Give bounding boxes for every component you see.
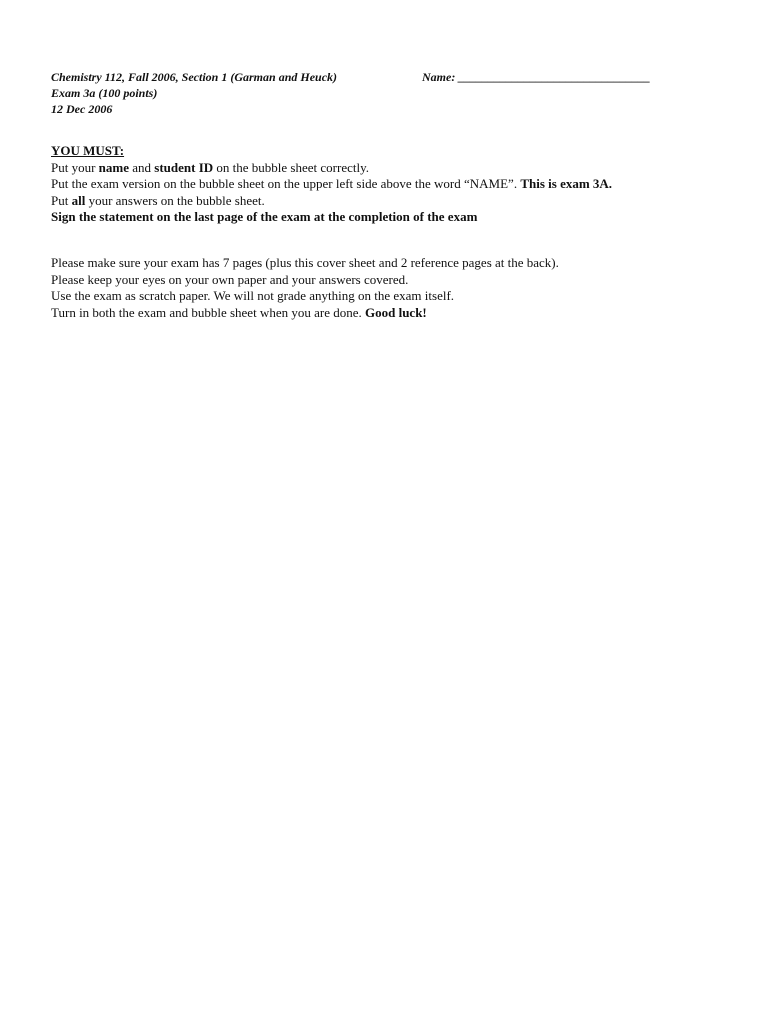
notes-section [51, 255, 741, 321]
instruction-all-answers [51, 193, 741, 210]
course-title: Chemistry 112, Fall 2006, Section 1 (Garman and Heuck) [51, 70, 338, 84]
note-eyes-on-paper: Please keep your eyes on your own paper and your answers covered. [51, 271, 409, 287]
instructions-section [51, 143, 741, 226]
instruction-emphasis-name: name [98, 159, 130, 175]
instruction-sign-statement: Sign the statement on the last page of the exam at the completion of the exam [51, 209, 478, 224]
exam-version: Exam 3a (100 points) [51, 86, 158, 100]
good-luck: Good luck! [364, 304, 427, 320]
instructions-heading: YOU MUST: [51, 143, 125, 158]
note-text: Turn in both the exam and bubble sheet when you are done. [51, 304, 365, 320]
note-scratch-paper: Use the exam as scratch paper. We will not grade anything on the exam itself. [51, 288, 455, 303]
instruction-emphasis-exam-version: This is exam 3A. [520, 176, 613, 191]
instruction-text: Put the exam version on the bubble sheet on the upper left side above the word “NAME”. [51, 176, 521, 191]
header-row-course [51, 69, 731, 85]
note-turn-in [51, 305, 741, 322]
instruction-text: Put [51, 192, 72, 208]
instruction-text: your answers on the bubble sheet. [85, 192, 265, 208]
note-page-count: Please make sure your exam has 7 pages (plus this cover sheet and 2 reference pages at the back). [51, 255, 559, 270]
instruction-emphasis-student-id: student ID [154, 159, 214, 175]
instruction-exam-version [51, 176, 741, 193]
name-field: Name: ________________________________ [422, 70, 651, 84]
instruction-text: Put your [51, 159, 99, 175]
instruction-text: and [129, 159, 155, 175]
exam-header [51, 69, 731, 117]
instruction-text: on the bubble sheet correctly. [213, 159, 369, 175]
instruction-name-id [51, 160, 741, 177]
instruction-emphasis-all: all [71, 192, 86, 208]
exam-date: 12 Dec 2006 [51, 102, 113, 116]
